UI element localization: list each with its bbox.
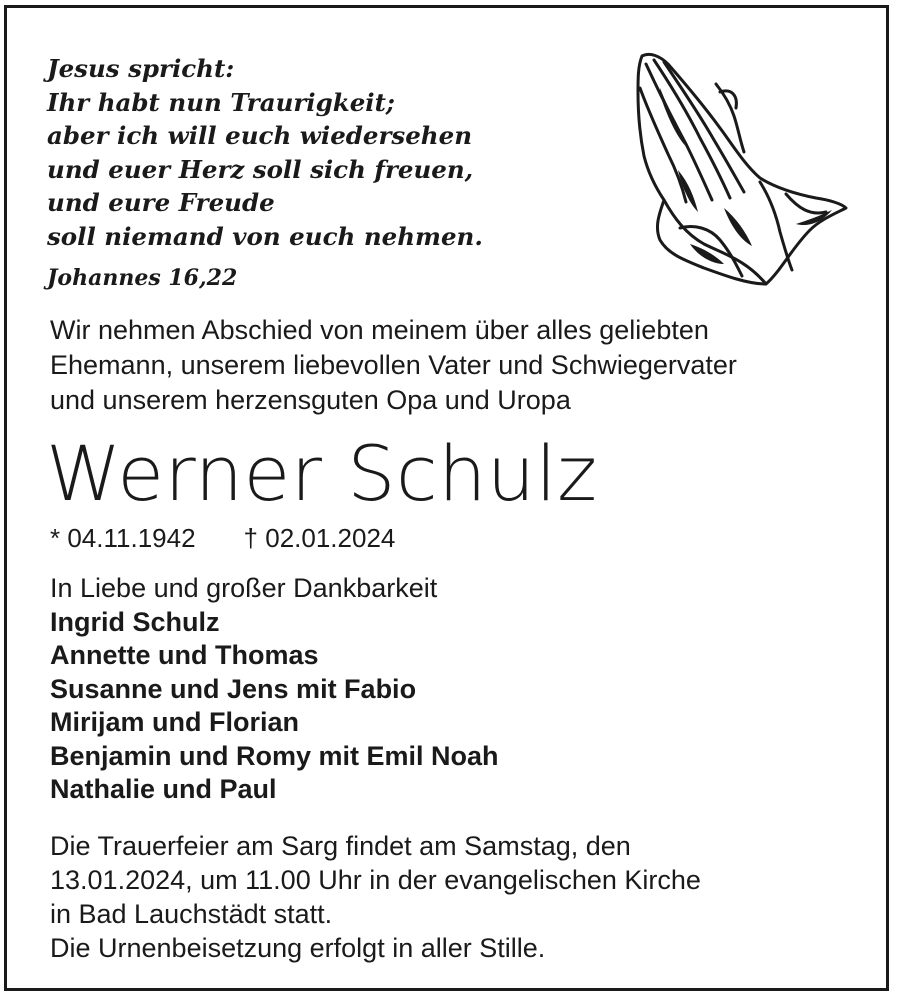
service-line: Die Urnenbeisetzung erfolgt in aller Stille.: [50, 933, 546, 963]
verse-line: soll niemand von euch nehmen.: [47, 221, 483, 251]
mourner-name: Susanne und Jens mit Fabio: [50, 673, 417, 704]
birth-date: * 04.11.1942: [50, 523, 196, 553]
death-date: † 02.01.2024: [243, 523, 396, 553]
service-line: in Bad Lauchstädt statt.: [50, 899, 333, 929]
mourner-name: Annette und Thomas: [50, 640, 319, 670]
verse-line: und euer Herz soll sich freuen,: [47, 154, 474, 184]
verse-line: und eure Freude: [47, 188, 275, 217]
service-info: [50, 829, 701, 965]
life-dates: [50, 523, 395, 554]
service-line: Die Trauerfeier am Sarg findet am Samstag, den: [50, 831, 631, 861]
bible-verse: [47, 52, 483, 253]
intro-line: Ehemann, unserem liebevollen Vater und Schwiegervater: [50, 350, 737, 380]
mourner-name: Benjamin und Romy mit Emil Noah: [50, 740, 499, 771]
verse-line: Jesus spricht:: [47, 54, 235, 83]
verse-line: Ihr habt nun Traurigkeit;: [47, 87, 395, 117]
intro-line: Wir nehmen Abschied von meinem über alles geliebten: [50, 315, 709, 345]
intro-line: und unserem herzensguten Opa und Uropa: [50, 385, 571, 415]
deceased-name: Werner Schulz: [46, 429, 598, 518]
mourner-name: Ingrid Schulz: [50, 606, 220, 637]
verse-reference: Johannes 16,22: [47, 265, 238, 291]
verse-line: aber ich will euch wiedersehen: [47, 121, 473, 150]
intro-text: [50, 313, 737, 418]
service-line: 13.01.2024, um 11.00 Uhr in der evangelischen Kirche: [50, 865, 701, 895]
mourners-heading: In Liebe und großer Dankbarkeit: [50, 573, 438, 603]
mourners-list: [50, 572, 499, 807]
praying-hands-icon: [620, 48, 850, 288]
mourner-name: Mirijam und Florian: [50, 707, 300, 737]
mourner-name: Nathalie und Paul: [50, 774, 277, 804]
